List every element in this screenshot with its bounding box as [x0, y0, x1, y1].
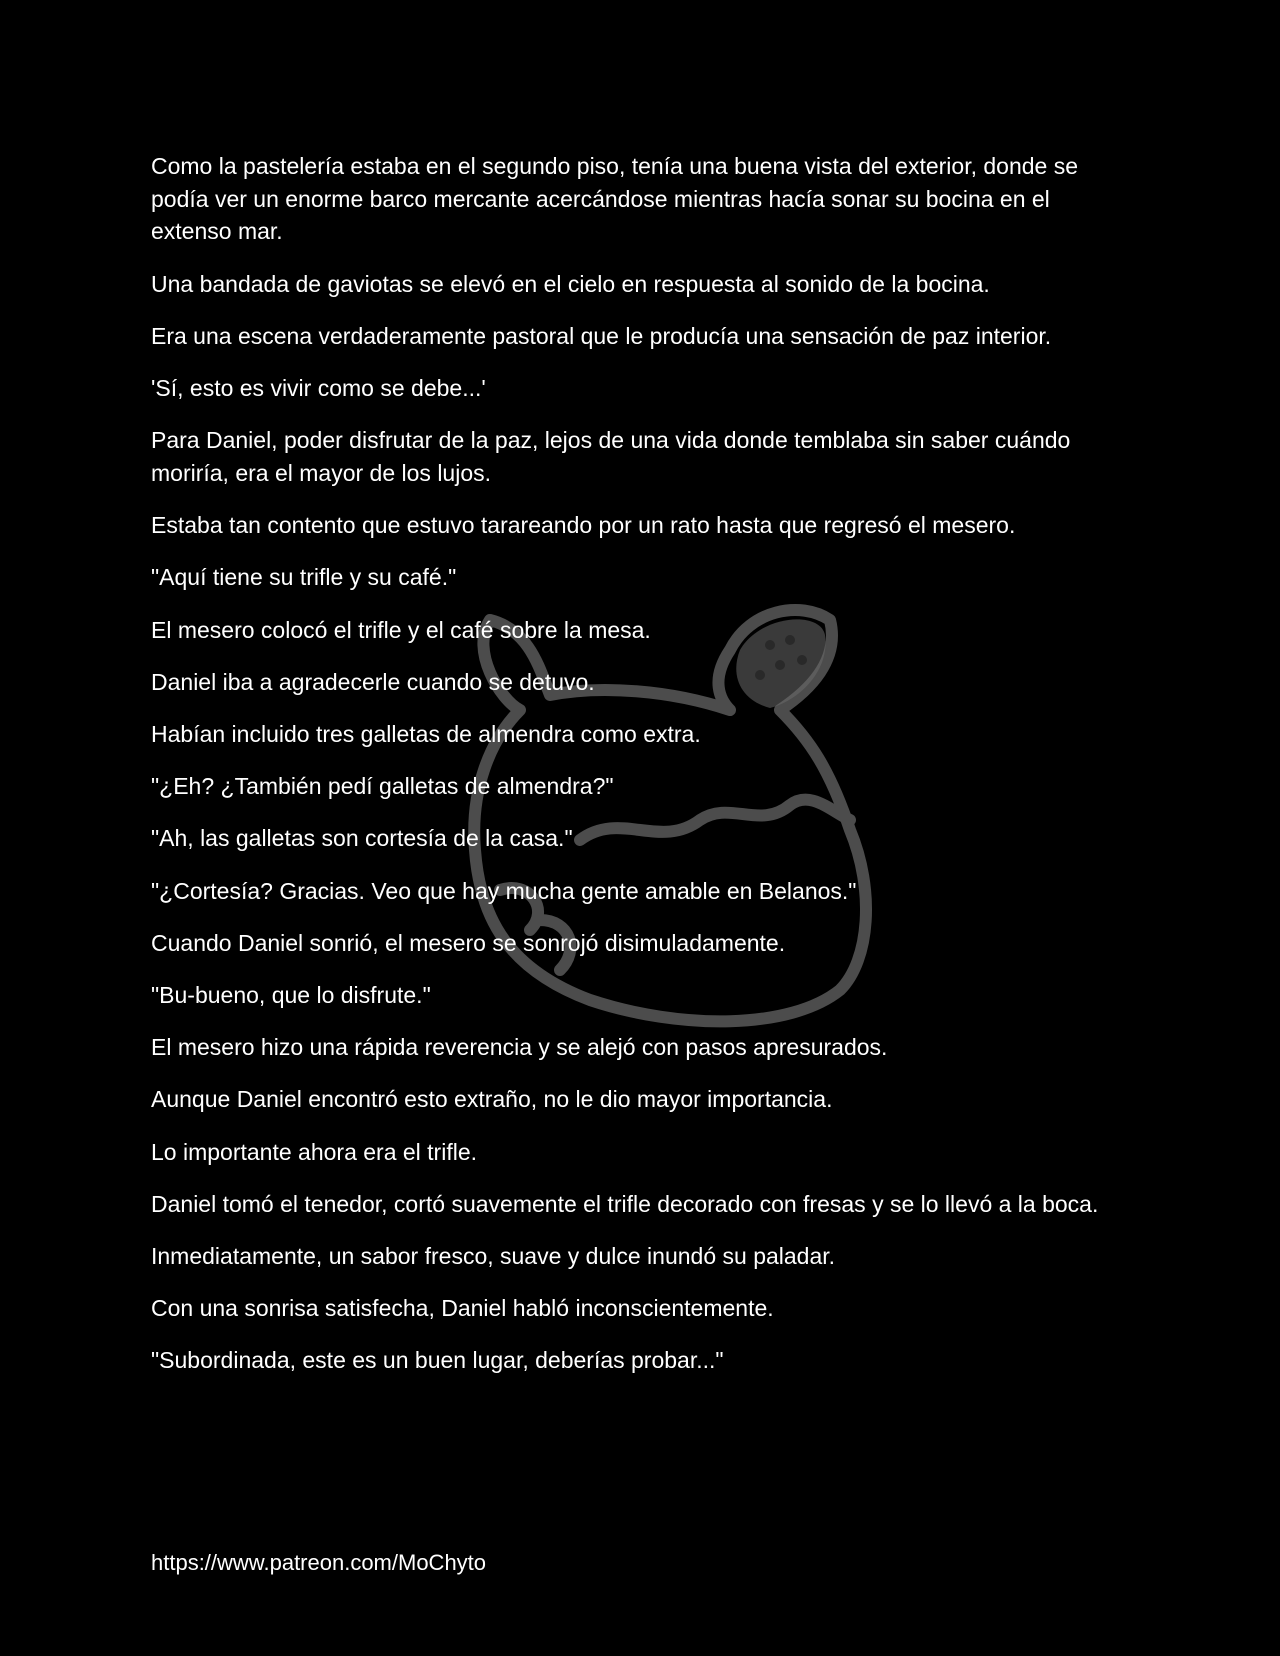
paragraph: Daniel tomó el tenedor, cortó suavemente el trifle decorado con fresas y se lo llevó a la boca. [151, 1190, 1099, 1217]
paragraph: 'Sí, esto es vivir como se debe...' [151, 375, 486, 402]
paragraph: Con una sonrisa satisfecha, Daniel habló inconscientemente. [151, 1295, 774, 1322]
paragraph: Aunque Daniel encontró esto extraño, no le dio mayor importancia. [151, 1086, 833, 1113]
paragraph: Como la pastelería estaba en el segundo piso, tenía una buena vista del exterior, donde se podía ver un enorme barco mercante acercándose mientras hacía sonar su bocina en el extenso mar. [151, 153, 1079, 245]
paragraph: "Bu-bueno, que lo disfrute." [151, 981, 431, 1008]
patreon-link[interactable]: https://www.patreon.com/MoChyto [151, 1550, 487, 1575]
paragraph: Para Daniel, poder disfrutar de la paz, lejos de una vida donde temblaba sin saber cuándo moriría, era el mayor de los lujos. [151, 427, 1071, 486]
paragraph: "Ah, las galletas son cortesía de la casa." [151, 825, 573, 852]
paragraph: Cuando Daniel sonrió, el mesero se sonrojó disimuladamente. [151, 929, 786, 956]
paragraph: "¿Cortesía? Gracias. Veo que hay mucha gente amable en Belanos." [151, 877, 857, 904]
paragraph: Lo importante ahora era el trifle. [151, 1138, 478, 1165]
paragraph: Inmediatamente, un sabor fresco, suave y dulce inundó su paladar. [151, 1242, 836, 1269]
paragraph: Estaba tan contento que estuvo tarareando por un rato hasta que regresó el mesero. [151, 512, 1016, 539]
paragraph: Daniel iba a agradecerle cuando se detuvo. [151, 668, 595, 695]
paragraph: Habían incluido tres galletas de almendra como extra. [151, 720, 701, 747]
paragraph: "Subordinada, este es un buen lugar, deberías probar..." [151, 1347, 724, 1374]
paragraph: Era una escena verdaderamente pastoral que le producía una sensación de paz interior. [151, 322, 1052, 349]
paragraph: El mesero colocó el trifle y el café sobre la mesa. [151, 616, 651, 643]
chapter-text [151, 150, 1136, 1397]
paragraph: "¿Eh? ¿También pedí galletas de almendra?" [151, 773, 614, 800]
paragraph: Una bandada de gaviotas se elevó en el cielo en respuesta al sonido de la bocina. [151, 270, 990, 297]
paragraph: "Aquí tiene su trifle y su café." [151, 564, 457, 591]
paragraph: El mesero hizo una rápida reverencia y se alejó con pasos apresurados. [151, 1034, 888, 1061]
